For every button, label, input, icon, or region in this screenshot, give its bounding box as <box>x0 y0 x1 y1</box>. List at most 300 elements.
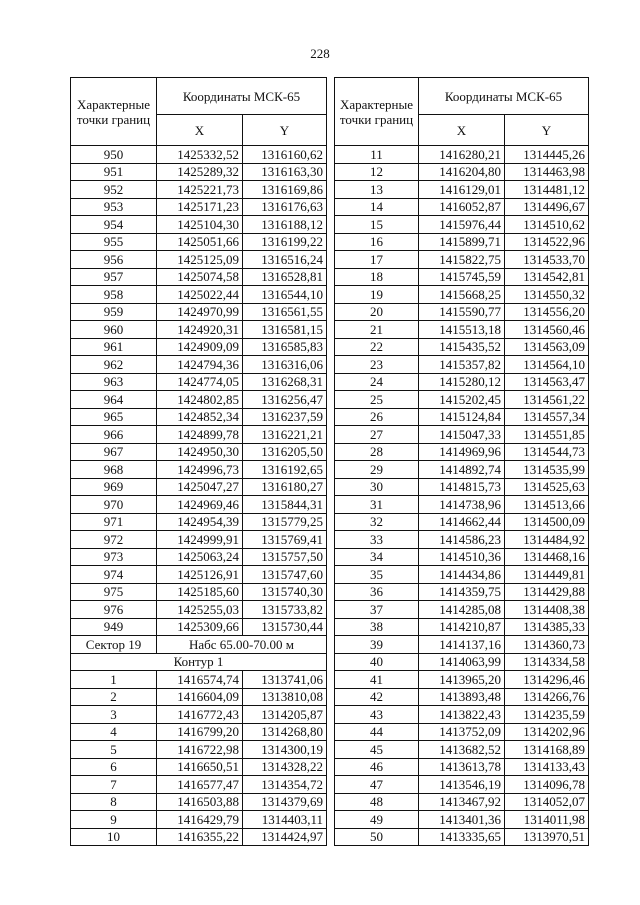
table-row <box>71 618 327 636</box>
y-coordinate-cell: 1314205,87 <box>243 706 327 724</box>
x-coordinate-cell: 1414586,23 <box>419 531 505 549</box>
table-row <box>335 163 589 181</box>
y-coordinate-cell: 1315730,44 <box>243 618 327 636</box>
point-id-cell: 954 <box>71 216 157 234</box>
table-row <box>335 303 589 321</box>
x-coordinate-cell: 1424920,31 <box>157 321 243 339</box>
x-coordinate-cell: 1425185,60 <box>157 583 243 601</box>
y-coordinate-cell: 1314542,81 <box>505 268 589 286</box>
table-row <box>335 251 589 269</box>
point-id-cell: 37 <box>335 601 419 619</box>
y-coordinate-cell: 1315740,30 <box>243 583 327 601</box>
x-coordinate-cell: 1416577,47 <box>157 776 243 794</box>
x-coordinate-cell: 1416574,74 <box>157 671 243 689</box>
point-id-cell: 38 <box>335 618 419 636</box>
point-id-cell: 47 <box>335 776 419 794</box>
point-id-cell: 48 <box>335 793 419 811</box>
y-column-header: Y <box>505 115 589 146</box>
x-coordinate-cell: 1415357,82 <box>419 356 505 374</box>
x-coordinate-cell: 1415899,71 <box>419 233 505 251</box>
point-id-cell: 13 <box>335 181 419 199</box>
table-row <box>71 408 327 426</box>
y-coordinate-cell: 1314557,34 <box>505 408 589 426</box>
contour-label-cell: Контур 1 <box>71 653 327 671</box>
point-id-cell: 976 <box>71 601 157 619</box>
x-coordinate-cell: 1425022,44 <box>157 286 243 304</box>
y-coordinate-cell: 1314510,62 <box>505 216 589 234</box>
table-row <box>71 303 327 321</box>
table-row <box>335 216 589 234</box>
y-coordinate-cell: 1314449,81 <box>505 566 589 584</box>
x-coordinate-cell: 1425309,66 <box>157 618 243 636</box>
point-id-cell: 17 <box>335 251 419 269</box>
y-coordinate-cell: 1314481,12 <box>505 181 589 199</box>
coordinates-table-left <box>70 77 327 846</box>
point-id-cell: 18 <box>335 268 419 286</box>
x-coordinate-cell: 1414359,75 <box>419 583 505 601</box>
y-coordinate-cell: 1314408,38 <box>505 601 589 619</box>
point-id-cell: 965 <box>71 408 157 426</box>
y-coordinate-cell: 1316169,86 <box>243 181 327 199</box>
y-coordinate-cell: 1314424,97 <box>243 828 327 846</box>
header-row <box>335 78 589 115</box>
y-coordinate-cell: 1314463,98 <box>505 163 589 181</box>
x-coordinate-cell: 1414662,44 <box>419 513 505 531</box>
table-row <box>335 356 589 374</box>
table-row <box>335 758 589 776</box>
point-id-cell: 21 <box>335 321 419 339</box>
table-row <box>71 583 327 601</box>
x-coordinate-cell: 1415435,52 <box>419 338 505 356</box>
x-coordinate-cell: 1414434,86 <box>419 566 505 584</box>
point-id-cell: 25 <box>335 391 419 409</box>
y-coordinate-cell: 1314484,92 <box>505 531 589 549</box>
point-id-cell: 34 <box>335 548 419 566</box>
x-coordinate-cell: 1425332,52 <box>157 146 243 164</box>
x-coordinate-cell: 1425063,24 <box>157 548 243 566</box>
y-coordinate-cell: 1316581,15 <box>243 321 327 339</box>
point-id-cell: 31 <box>335 496 419 514</box>
y-coordinate-cell: 1314266,76 <box>505 688 589 706</box>
y-coordinate-cell: 1314403,11 <box>243 811 327 829</box>
point-id-cell: 9 <box>71 811 157 829</box>
point-id-cell: 22 <box>335 338 419 356</box>
point-id-cell: 959 <box>71 303 157 321</box>
y-coordinate-cell: 1314429,88 <box>505 583 589 601</box>
table-row <box>335 531 589 549</box>
y-coordinate-cell: 1314560,46 <box>505 321 589 339</box>
y-coordinate-cell: 1314300,19 <box>243 741 327 759</box>
coordinates-table-right <box>334 77 589 846</box>
point-id-cell: 962 <box>71 356 157 374</box>
x-coordinate-cell: 1414063,99 <box>419 653 505 671</box>
y-coordinate-cell: 1314551,85 <box>505 426 589 444</box>
x-coordinate-cell: 1416799,20 <box>157 723 243 741</box>
y-coordinate-cell: 1314360,73 <box>505 636 589 654</box>
point-id-cell: 953 <box>71 198 157 216</box>
table-row <box>71 513 327 531</box>
x-coordinate-cell: 1415280,12 <box>419 373 505 391</box>
y-coordinate-cell: 1315769,41 <box>243 531 327 549</box>
y-coordinate-cell: 1314235,59 <box>505 706 589 724</box>
x-coordinate-cell: 1413467,92 <box>419 793 505 811</box>
x-coordinate-cell: 1425289,32 <box>157 163 243 181</box>
point-id-cell: 33 <box>335 531 419 549</box>
x-coordinate-cell: 1414892,74 <box>419 461 505 479</box>
table-row <box>335 583 589 601</box>
y-coordinate-cell: 1316316,06 <box>243 356 327 374</box>
y-coordinate-cell: 1313970,51 <box>505 828 589 846</box>
point-id-cell: 955 <box>71 233 157 251</box>
table-row <box>71 461 327 479</box>
x-coordinate-cell: 1416204,80 <box>419 163 505 181</box>
sector-height-cell: Набс 65.00-70.00 м <box>157 636 327 654</box>
x-coordinate-cell: 1424950,30 <box>157 443 243 461</box>
point-id-cell: 28 <box>335 443 419 461</box>
table-row <box>71 251 327 269</box>
point-id-cell: 41 <box>335 671 419 689</box>
table-row <box>71 163 327 181</box>
y-coordinate-cell: 1315844,31 <box>243 496 327 514</box>
x-coordinate-cell: 1413546,19 <box>419 776 505 794</box>
y-coordinate-cell: 1315747,60 <box>243 566 327 584</box>
x-coordinate-cell: 1425047,27 <box>157 478 243 496</box>
table-row <box>71 146 327 164</box>
point-id-cell: 42 <box>335 688 419 706</box>
table-row <box>71 828 327 846</box>
point-id-cell: 967 <box>71 443 157 461</box>
y-coordinate-cell: 1314556,20 <box>505 303 589 321</box>
x-coordinate-cell: 1414137,16 <box>419 636 505 654</box>
x-coordinate-cell: 1414285,08 <box>419 601 505 619</box>
y-coordinate-cell: 1314328,22 <box>243 758 327 776</box>
table-row <box>71 198 327 216</box>
y-coordinate-cell: 1316516,24 <box>243 251 327 269</box>
point-id-cell: 35 <box>335 566 419 584</box>
table-row <box>335 496 589 514</box>
x-coordinate-cell: 1413401,36 <box>419 811 505 829</box>
y-coordinate-cell: 1315733,82 <box>243 601 327 619</box>
x-coordinate-cell: 1413752,09 <box>419 723 505 741</box>
point-id-cell: 7 <box>71 776 157 794</box>
point-id-cell: 958 <box>71 286 157 304</box>
y-coordinate-cell: 1314535,99 <box>505 461 589 479</box>
y-coordinate-cell: 1314496,67 <box>505 198 589 216</box>
table-row <box>335 478 589 496</box>
x-coordinate-cell: 1424996,73 <box>157 461 243 479</box>
x-coordinate-cell: 1424852,34 <box>157 408 243 426</box>
y-coordinate-cell: 1316268,31 <box>243 373 327 391</box>
y-coordinate-cell: 1316205,50 <box>243 443 327 461</box>
point-id-cell: 971 <box>71 513 157 531</box>
table-row <box>335 828 589 846</box>
x-coordinate-cell: 1416052,87 <box>419 198 505 216</box>
point-id-cell: 966 <box>71 426 157 444</box>
header-row <box>71 78 327 115</box>
x-coordinate-cell: 1413965,20 <box>419 671 505 689</box>
x-coordinate-cell: 1415745,59 <box>419 268 505 286</box>
table-body-right <box>335 78 589 846</box>
table-row <box>71 688 327 706</box>
table-row <box>335 653 589 671</box>
y-coordinate-cell: 1314133,43 <box>505 758 589 776</box>
y-coordinate-cell: 1314334,58 <box>505 653 589 671</box>
table-row <box>335 181 589 199</box>
x-coordinate-cell: 1416280,21 <box>419 146 505 164</box>
point-id-cell: 961 <box>71 338 157 356</box>
x-coordinate-cell: 1425051,66 <box>157 233 243 251</box>
table-row <box>71 601 327 619</box>
x-column-header: X <box>419 115 505 146</box>
y-coordinate-cell: 1313810,08 <box>243 688 327 706</box>
x-coordinate-cell: 1416722,98 <box>157 741 243 759</box>
point-id-cell: 46 <box>335 758 419 776</box>
y-coordinate-cell: 1314268,80 <box>243 723 327 741</box>
x-coordinate-cell: 1413613,78 <box>419 758 505 776</box>
point-id-cell: 963 <box>71 373 157 391</box>
y-coordinate-cell: 1314379,69 <box>243 793 327 811</box>
table-row <box>71 373 327 391</box>
table-row <box>71 776 327 794</box>
x-coordinate-cell: 1416772,43 <box>157 706 243 724</box>
x-coordinate-cell: 1415822,75 <box>419 251 505 269</box>
point-id-cell: 32 <box>335 513 419 531</box>
point-id-cell: 949 <box>71 618 157 636</box>
y-coordinate-cell: 1314385,33 <box>505 618 589 636</box>
point-id-cell: 20 <box>335 303 419 321</box>
point-id-cell: 11 <box>335 146 419 164</box>
x-column-header: X <box>157 115 243 146</box>
y-coordinate-cell: 1314202,96 <box>505 723 589 741</box>
point-id-cell: 26 <box>335 408 419 426</box>
table-row <box>335 286 589 304</box>
table-row <box>335 776 589 794</box>
y-column-header: Y <box>243 115 327 146</box>
point-id-cell: 972 <box>71 531 157 549</box>
table-row <box>71 706 327 724</box>
table-row <box>71 671 327 689</box>
page-number: 228 <box>310 46 330 61</box>
y-coordinate-cell: 1314544,73 <box>505 443 589 461</box>
y-coordinate-cell: 1314561,22 <box>505 391 589 409</box>
table-row <box>335 391 589 409</box>
x-coordinate-cell: 1414210,87 <box>419 618 505 636</box>
table-row <box>71 181 327 199</box>
point-id-cell: 30 <box>335 478 419 496</box>
table-row <box>71 338 327 356</box>
point-id-cell: 27 <box>335 426 419 444</box>
table-row <box>71 268 327 286</box>
point-id-cell: 957 <box>71 268 157 286</box>
x-coordinate-cell: 1416355,22 <box>157 828 243 846</box>
table-row <box>335 443 589 461</box>
point-id-cell: 16 <box>335 233 419 251</box>
point-id-cell: 956 <box>71 251 157 269</box>
point-id-cell: 29 <box>335 461 419 479</box>
table-row <box>71 286 327 304</box>
point-id-cell: 40 <box>335 653 419 671</box>
y-coordinate-cell: 1314500,09 <box>505 513 589 531</box>
table-row <box>335 513 589 531</box>
x-coordinate-cell: 1424954,39 <box>157 513 243 531</box>
point-id-cell: 24 <box>335 373 419 391</box>
y-coordinate-cell: 1316221,21 <box>243 426 327 444</box>
point-id-cell: 15 <box>335 216 419 234</box>
table-row <box>335 793 589 811</box>
point-id-cell: 19 <box>335 286 419 304</box>
point-id-cell: 968 <box>71 461 157 479</box>
point-id-cell: 950 <box>71 146 157 164</box>
point-id-cell: 8 <box>71 793 157 811</box>
table-row <box>335 741 589 759</box>
y-coordinate-cell: 1316180,27 <box>243 478 327 496</box>
y-coordinate-cell: 1316160,62 <box>243 146 327 164</box>
y-coordinate-cell: 1314564,10 <box>505 356 589 374</box>
table-row <box>71 233 327 251</box>
table-body-left <box>71 78 327 846</box>
x-coordinate-cell: 1425074,58 <box>157 268 243 286</box>
point-id-cell: 964 <box>71 391 157 409</box>
point-id-cell: 970 <box>71 496 157 514</box>
x-coordinate-cell: 1416604,09 <box>157 688 243 706</box>
table-row <box>71 321 327 339</box>
x-coordinate-cell: 1416129,01 <box>419 181 505 199</box>
table-row <box>71 548 327 566</box>
table-row <box>335 198 589 216</box>
y-coordinate-cell: 1316544,10 <box>243 286 327 304</box>
point-id-cell: 4 <box>71 723 157 741</box>
x-coordinate-cell: 1424909,09 <box>157 338 243 356</box>
table-row <box>335 373 589 391</box>
table-row <box>71 426 327 444</box>
table-row <box>335 233 589 251</box>
table-row <box>71 793 327 811</box>
y-coordinate-cell: 1314354,72 <box>243 776 327 794</box>
x-coordinate-cell: 1424999,91 <box>157 531 243 549</box>
x-coordinate-cell: 1424802,85 <box>157 391 243 409</box>
y-coordinate-cell: 1314525,63 <box>505 478 589 496</box>
coordinates-column-header: Координаты МСК-65 <box>157 78 327 115</box>
x-coordinate-cell: 1414815,73 <box>419 478 505 496</box>
y-coordinate-cell: 1316256,47 <box>243 391 327 409</box>
point-id-cell: 14 <box>335 198 419 216</box>
x-coordinate-cell: 1425125,09 <box>157 251 243 269</box>
table-row <box>335 671 589 689</box>
y-coordinate-cell: 1314533,70 <box>505 251 589 269</box>
table-row <box>335 146 589 164</box>
y-coordinate-cell: 1314563,47 <box>505 373 589 391</box>
point-id-cell: 952 <box>71 181 157 199</box>
x-coordinate-cell: 1424899,78 <box>157 426 243 444</box>
y-coordinate-cell: 1314011,98 <box>505 811 589 829</box>
x-coordinate-cell: 1415590,77 <box>419 303 505 321</box>
point-id-cell: 23 <box>335 356 419 374</box>
contour-row <box>71 653 327 671</box>
table-row <box>71 723 327 741</box>
y-coordinate-cell: 1316561,55 <box>243 303 327 321</box>
x-coordinate-cell: 1414738,96 <box>419 496 505 514</box>
y-coordinate-cell: 1316176,63 <box>243 198 327 216</box>
point-id-cell: 10 <box>71 828 157 846</box>
point-id-cell: 975 <box>71 583 157 601</box>
table-row <box>71 566 327 584</box>
x-coordinate-cell: 1425104,30 <box>157 216 243 234</box>
table-row <box>335 461 589 479</box>
table-row <box>71 811 327 829</box>
x-coordinate-cell: 1416650,51 <box>157 758 243 776</box>
y-coordinate-cell: 1316528,81 <box>243 268 327 286</box>
y-coordinate-cell: 1314468,16 <box>505 548 589 566</box>
x-coordinate-cell: 1415202,45 <box>419 391 505 409</box>
table-row <box>71 216 327 234</box>
x-coordinate-cell: 1424969,46 <box>157 496 243 514</box>
y-coordinate-cell: 1314052,07 <box>505 793 589 811</box>
table-row <box>335 636 589 654</box>
point-id-cell: 969 <box>71 478 157 496</box>
point-id-cell: 2 <box>71 688 157 706</box>
table-row <box>71 496 327 514</box>
points-column-header: Характерные точки границ <box>335 78 419 146</box>
table-row <box>335 548 589 566</box>
table-row <box>335 811 589 829</box>
table-row <box>71 758 327 776</box>
y-coordinate-cell: 1314563,09 <box>505 338 589 356</box>
point-id-cell: 39 <box>335 636 419 654</box>
table-row <box>71 356 327 374</box>
table-row <box>335 268 589 286</box>
point-id-cell: 960 <box>71 321 157 339</box>
table-row <box>335 723 589 741</box>
x-coordinate-cell: 1425221,73 <box>157 181 243 199</box>
x-coordinate-cell: 1415124,84 <box>419 408 505 426</box>
x-coordinate-cell: 1424794,36 <box>157 356 243 374</box>
point-id-cell: 974 <box>71 566 157 584</box>
table-row <box>335 338 589 356</box>
x-coordinate-cell: 1415976,44 <box>419 216 505 234</box>
table-row <box>335 688 589 706</box>
y-coordinate-cell: 1316188,12 <box>243 216 327 234</box>
table-row <box>335 601 589 619</box>
y-coordinate-cell: 1313741,06 <box>243 671 327 689</box>
table-row <box>71 443 327 461</box>
y-coordinate-cell: 1314513,66 <box>505 496 589 514</box>
table-row <box>71 478 327 496</box>
point-id-cell: 12 <box>335 163 419 181</box>
point-id-cell: 49 <box>335 811 419 829</box>
y-coordinate-cell: 1315779,25 <box>243 513 327 531</box>
y-coordinate-cell: 1314096,78 <box>505 776 589 794</box>
coordinates-column-header: Координаты МСК-65 <box>419 78 589 115</box>
table-row <box>335 408 589 426</box>
x-coordinate-cell: 1413682,52 <box>419 741 505 759</box>
y-coordinate-cell: 1314168,89 <box>505 741 589 759</box>
table-row <box>335 566 589 584</box>
point-id-cell: 3 <box>71 706 157 724</box>
sector-label-cell: Сектор 19 <box>71 636 157 654</box>
y-coordinate-cell: 1316163,30 <box>243 163 327 181</box>
point-id-cell: 50 <box>335 828 419 846</box>
x-coordinate-cell: 1413893,48 <box>419 688 505 706</box>
x-coordinate-cell: 1424970,99 <box>157 303 243 321</box>
point-id-cell: 45 <box>335 741 419 759</box>
y-coordinate-cell: 1315757,50 <box>243 548 327 566</box>
points-column-header: Характерные точки границ <box>71 78 157 146</box>
point-id-cell: 5 <box>71 741 157 759</box>
x-coordinate-cell: 1413822,43 <box>419 706 505 724</box>
y-coordinate-cell: 1316199,22 <box>243 233 327 251</box>
point-id-cell: 36 <box>335 583 419 601</box>
table-row <box>71 391 327 409</box>
